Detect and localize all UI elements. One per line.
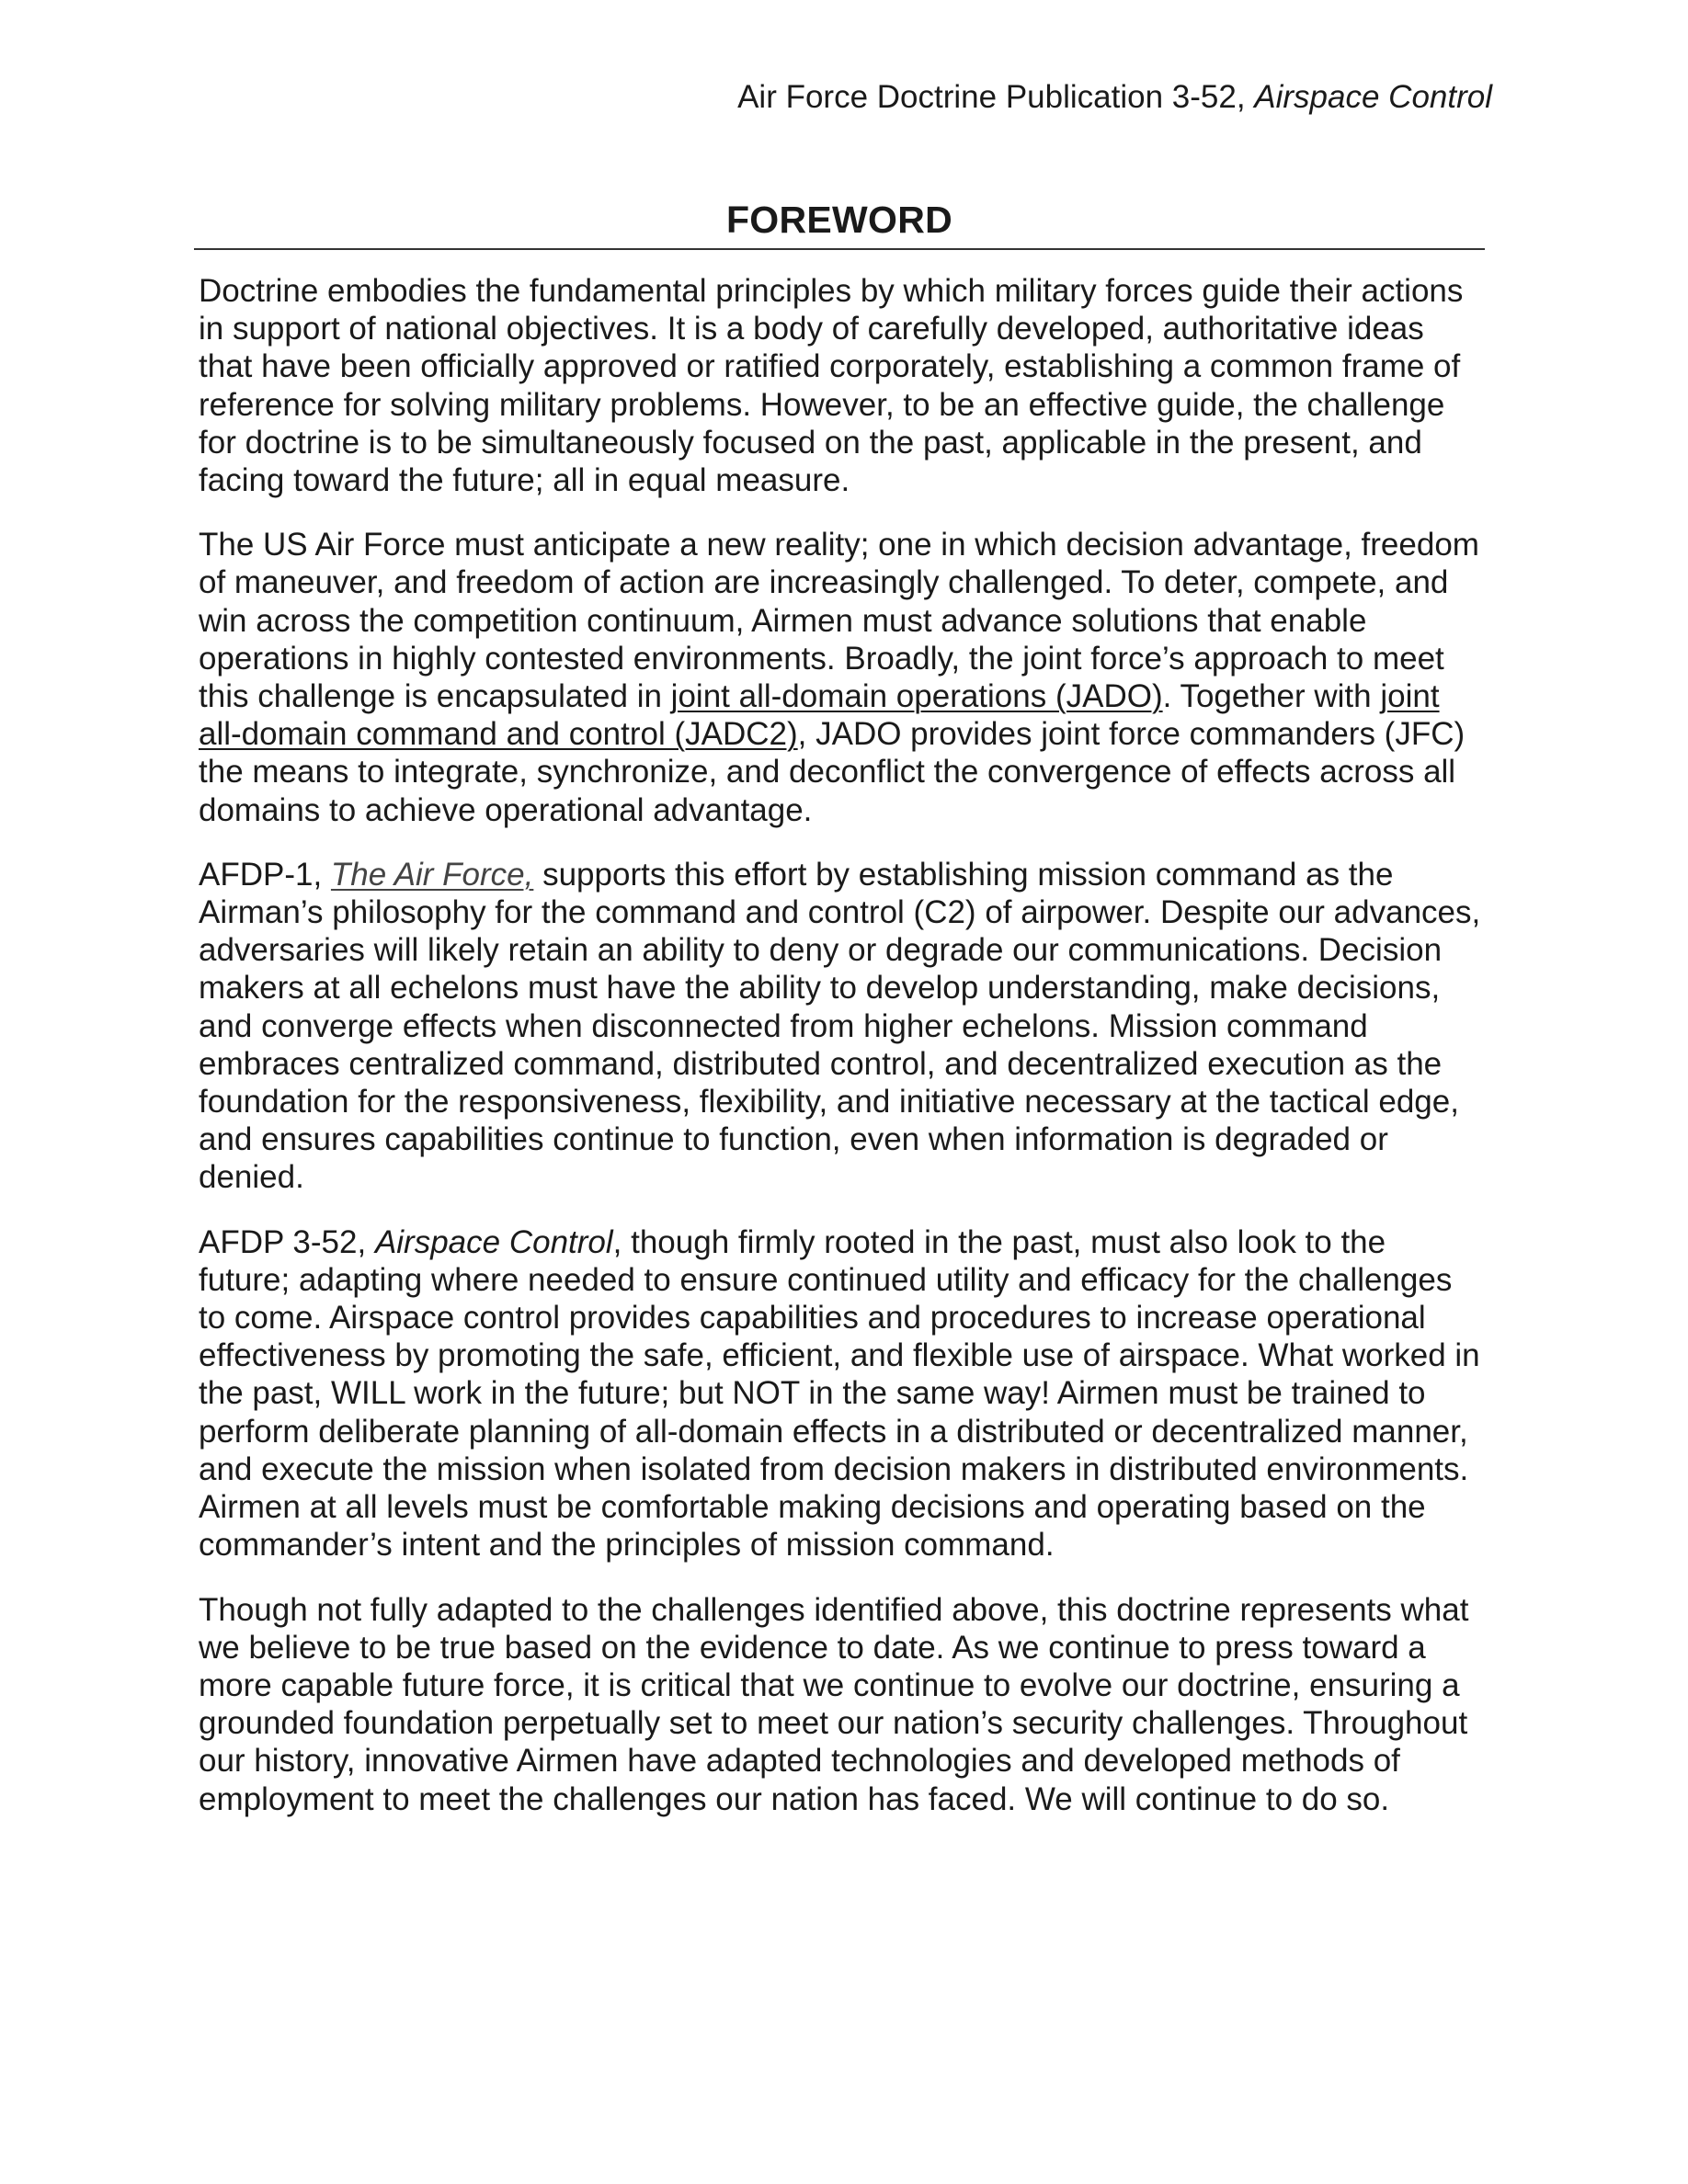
paragraph-3-text-b: supports this effort by establishing mission command as the Airman’s philosophy for the command and control (C2) of airpower. Despite our advances, adversaries will likely retain an ability to deny or degrade our communications. Decision makers at all echelons must have the ability to develop understanding, make decisions, and converge effects when disconnected from higher echelons. Mission command embraces centralized command, distributed control, and decentralized execution as the foundation for the responsiveness, flexibility, and initiative necessary at the tactical edge, and ensures capabilities continue to function, even when information is degraded or denied. <box>199 856 1481 1196</box>
running-header <box>737 77 1492 118</box>
paragraph-2-text-a: The US Air Force must anticipate a new reality; one in which decision advantage, freedom of maneuver, and freedom of action are increasingly challenged. To deter, compete, and win across the competition continuum, Airmen must advance solutions that enable operations in highly contested environments. Broadly, the joint force’s approach to meet this challenge is encapsulated in <box>199 527 1479 715</box>
page-title: FOREWORD <box>725 199 953 241</box>
paragraph-3-text-a: AFDP-1, <box>199 856 331 893</box>
paragraph-1: Doctrine embodies the fundamental principles by which military forces guide their actions in support of national objectives. It is a body of carefully developed, authoritative ideas that have been officially approved or ratified corporately, establishing a common frame of reference for solving military problems. However, to be an effective guide, the challenge for doctrine is to be simultaneously focused on the past, applicable in the present, and facing toward the future; all in equal measure. <box>199 273 1464 499</box>
title-block <box>194 197 1485 250</box>
paragraph-2-text-c: , JADO provides joint force commanders (JFC) the means to integrate, synchronize, and deconflict the convergence of effects across all domains to achieve operational advantage. <box>199 716 1466 828</box>
paragraph-2 <box>199 526 1486 829</box>
publication-title: Airspace Control <box>1254 79 1492 115</box>
paragraph-3 <box>199 856 1486 1197</box>
jado-link[interactable]: joint all-domain operations (JADO) <box>670 678 1163 715</box>
paragraph-5: Though not fully adapted to the challenges identified above, this doctrine represents what we believe to be true based on the evidence to date. As we continue to press toward a more capable future force, it is critical that we continue to evolve our doctrine, ensuring a grounded foundation perpetually set to meet our nation’s security challenges. Throughout our history, innovative Airmen have adapted technologies and developed methods of employment to meet the challenges our nation has faced. We will continue to do so. <box>199 1591 1469 1817</box>
paragraph-4 <box>199 1223 1486 1564</box>
publication-name: Air Force Doctrine Publication 3-52, <box>737 79 1255 115</box>
jadc2-link[interactable]: joint all-domain command and control (JADC2) <box>199 678 1440 753</box>
foreword-body <box>199 272 1486 1845</box>
paragraph-4-title: Airspace Control <box>374 1223 613 1260</box>
paragraph-4-text-b: , though firmly rooted in the past, must also look to the future; adapting where needed to ensure continued utility and efficacy for the challenges to come. Airspace control provides capabilities and procedures to increase operational effectiveness by promoting the safe, efficient, and flexible use of airspace. What worked in the past, WILL work in the future; but NOT in the same way! Airmen must be trained to perform deliberate planning of all-domain effects in a distributed or decentralized manner, and execute the mission when isolated from decision makers in distributed environments. Airmen at all levels must be comfortable making decisions and operating based on the commander’s intent and the principles of mission command. <box>199 1223 1480 1564</box>
the-air-force-link[interactable]: The Air Force, <box>330 856 534 893</box>
paragraph-4-text-a: AFDP 3-52, <box>199 1223 375 1260</box>
paragraph-2-text-b: . Together with <box>1162 678 1381 715</box>
